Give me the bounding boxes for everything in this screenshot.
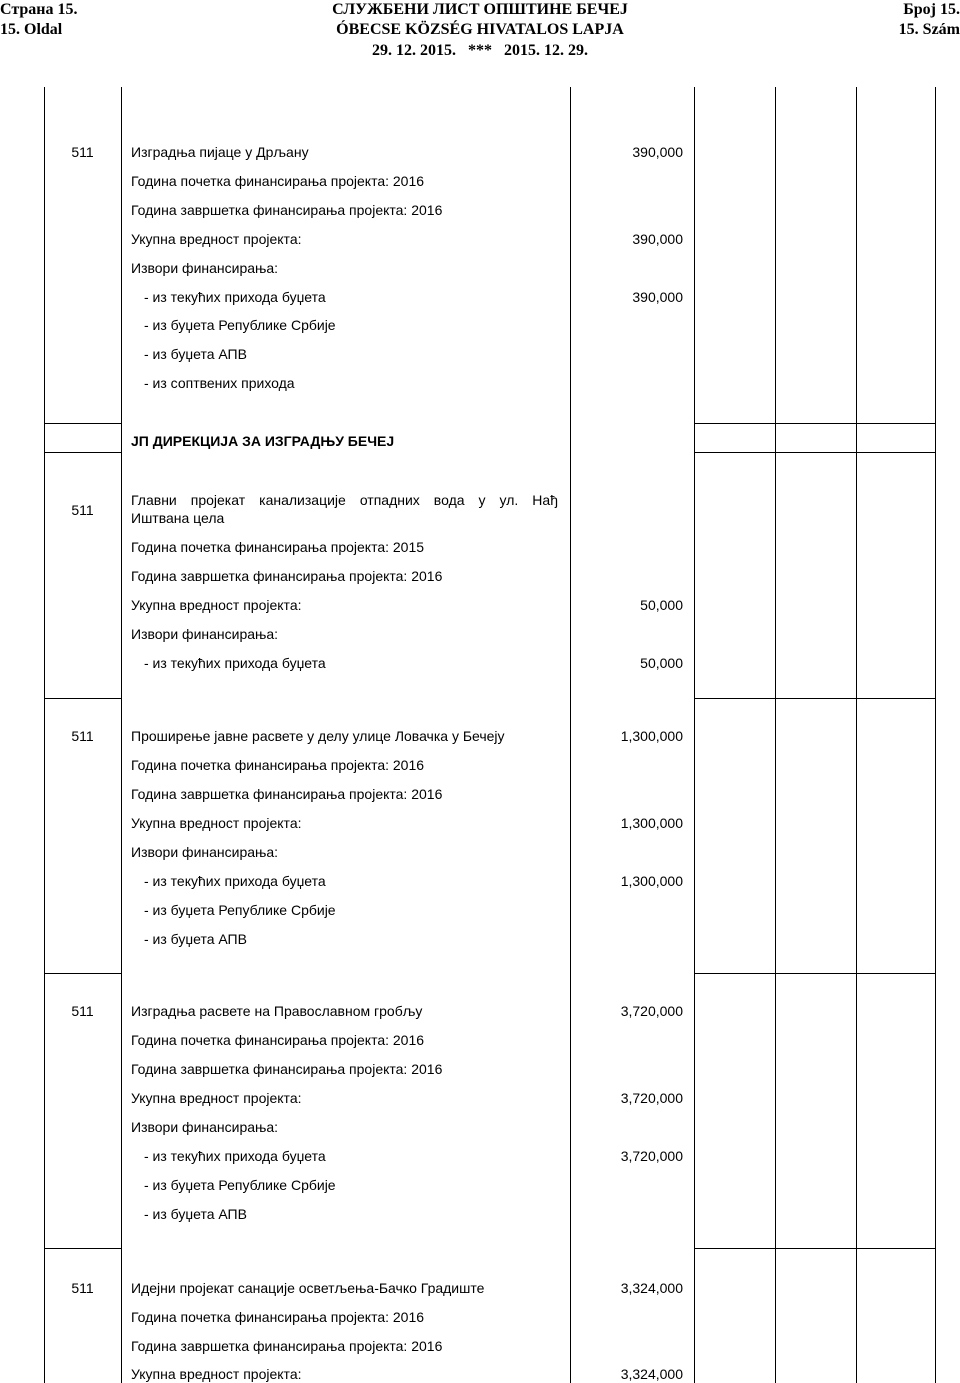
row-divider [44,423,121,424]
funding-source-amount: 1,300,000 [620,873,683,889]
project-code: 511 [71,144,94,160]
funding-sources-label: Извори финансирања: [131,844,279,860]
funding-source: - из текућих прихода буџета [144,289,326,305]
project-title-amount: 1,300,000 [620,728,683,744]
project-total-label: Укупна вредност пројекта: [131,597,302,613]
project-total-amount: 1,300,000 [620,815,683,831]
table-column-divider [856,87,857,1383]
funding-source: - из текућих прихода буџета [144,655,326,671]
issue-number-sr: Број 15. [903,1,960,18]
project-total-label: Укупна вредност пројекта: [131,1090,302,1106]
page-number-sr: Страна 15. [0,1,78,18]
table-border-right [935,87,936,1383]
row-divider [44,452,121,453]
table-column-divider [121,87,122,1383]
row-divider [44,973,121,974]
project-code: 511 [71,1003,94,1019]
project-title-amount: 390,000 [632,144,683,160]
project-end-year: Година завршетка финансирања пројекта: 2016 [131,786,443,802]
row-divider [694,698,935,699]
row-divider [694,452,935,453]
project-start-year: Година почетка финансирања пројекта: 2016 [131,173,425,189]
project-end-year: Година завршетка финансирања пројекта: 2016 [131,568,443,584]
project-title-amount: 3,720,000 [620,1003,683,1019]
project-title-amount: 3,324,000 [620,1280,683,1296]
project-start-year: Година почетка финансирања пројекта: 2016 [131,1309,425,1325]
funding-source: - из текућих прихода буџета [144,1148,326,1164]
row-divider [44,1248,121,1249]
project-total-amount: 3,720,000 [620,1090,683,1106]
row-divider [694,973,935,974]
table-column-divider [570,87,571,1383]
funding-sources-label: Извори финансирања: [131,626,279,642]
row-divider [694,423,935,424]
funding-source: - из соптвених прихода [144,375,295,391]
funding-sources-label: Извори финансирања: [131,1119,279,1135]
project-title: Изградња пијаце у Дрљану [131,144,309,160]
funding-source-amount: 3,720,000 [620,1148,683,1164]
funding-source: - из буџета АПВ [144,931,247,947]
page-number-hu: 15. Oldal [0,21,63,38]
project-total-label: Укупна вредност пројекта: [131,815,302,831]
project-start-year: Година почетка финансирања пројекта: 2015 [131,539,425,555]
project-title: Главни пројекат канализације отпадних вода у ул. Нађ [131,492,558,508]
project-start-year: Година почетка финансирања пројекта: 2016 [131,1032,425,1048]
row-divider [44,698,121,699]
row-divider [694,1248,935,1249]
funding-source-amount: 50,000 [640,655,683,671]
funding-sources-label: Извори финансирања: [131,260,279,276]
project-total-amount: 3,324,000 [620,1366,683,1382]
funding-source: - из буџета Републике Србије [144,902,336,918]
project-end-year: Година завршетка финансирања пројекта: 2016 [131,202,443,218]
project-end-year: Година завршетка финансирања пројекта: 2016 [131,1338,443,1354]
funding-source: - из буџета АПВ [144,1206,247,1222]
organization-heading: ЈП ДИРЕКЦИЈА ЗА ИЗГРАДЊУ БЕЧЕЈ [131,433,395,449]
project-title-continued: Иштвана цела [131,510,225,526]
project-title: Проширење јавне расвете у делу улице Ловачка у Бечеју [131,728,505,744]
funding-source: - из буџета Републике Србије [144,317,336,333]
table-column-divider [775,87,776,1383]
project-total-amount: 390,000 [632,231,683,247]
issue-number-hu: 15. Szám [898,21,960,38]
project-code: 511 [71,728,94,744]
funding-source: - из текућих прихода буџета [144,873,326,889]
project-title: Идејни пројекат санације осветљења-Бачко Градиште [131,1280,485,1296]
funding-source: - из буџета АПВ [144,346,247,362]
journal-title-hu: ÓBECSE KÖZSÉG HIVATALOS LAPJA [336,21,624,38]
project-code: 511 [71,502,94,518]
project-total-label: Укупна вредност пројекта: [131,231,302,247]
project-title: Изградња расвете на Православном гробљу [131,1003,423,1019]
funding-source-amount: 390,000 [632,289,683,305]
project-start-year: Година почетка финансирања пројекта: 2016 [131,757,425,773]
funding-source: - из буџета Републике Србије [144,1177,336,1193]
issue-date: 29. 12. 2015. *** 2015. 12. 29. [372,42,588,59]
project-end-year: Година завршетка финансирања пројекта: 2016 [131,1061,443,1077]
table-column-divider [694,87,695,1383]
project-total-label: Укупна вредност пројекта: [131,1366,302,1382]
project-total-amount: 50,000 [640,597,683,613]
journal-title-sr: СЛУЖБЕНИ ЛИСТ ОПШТИНЕ БЕЧЕЈ [332,1,628,18]
project-code: 511 [71,1280,94,1296]
